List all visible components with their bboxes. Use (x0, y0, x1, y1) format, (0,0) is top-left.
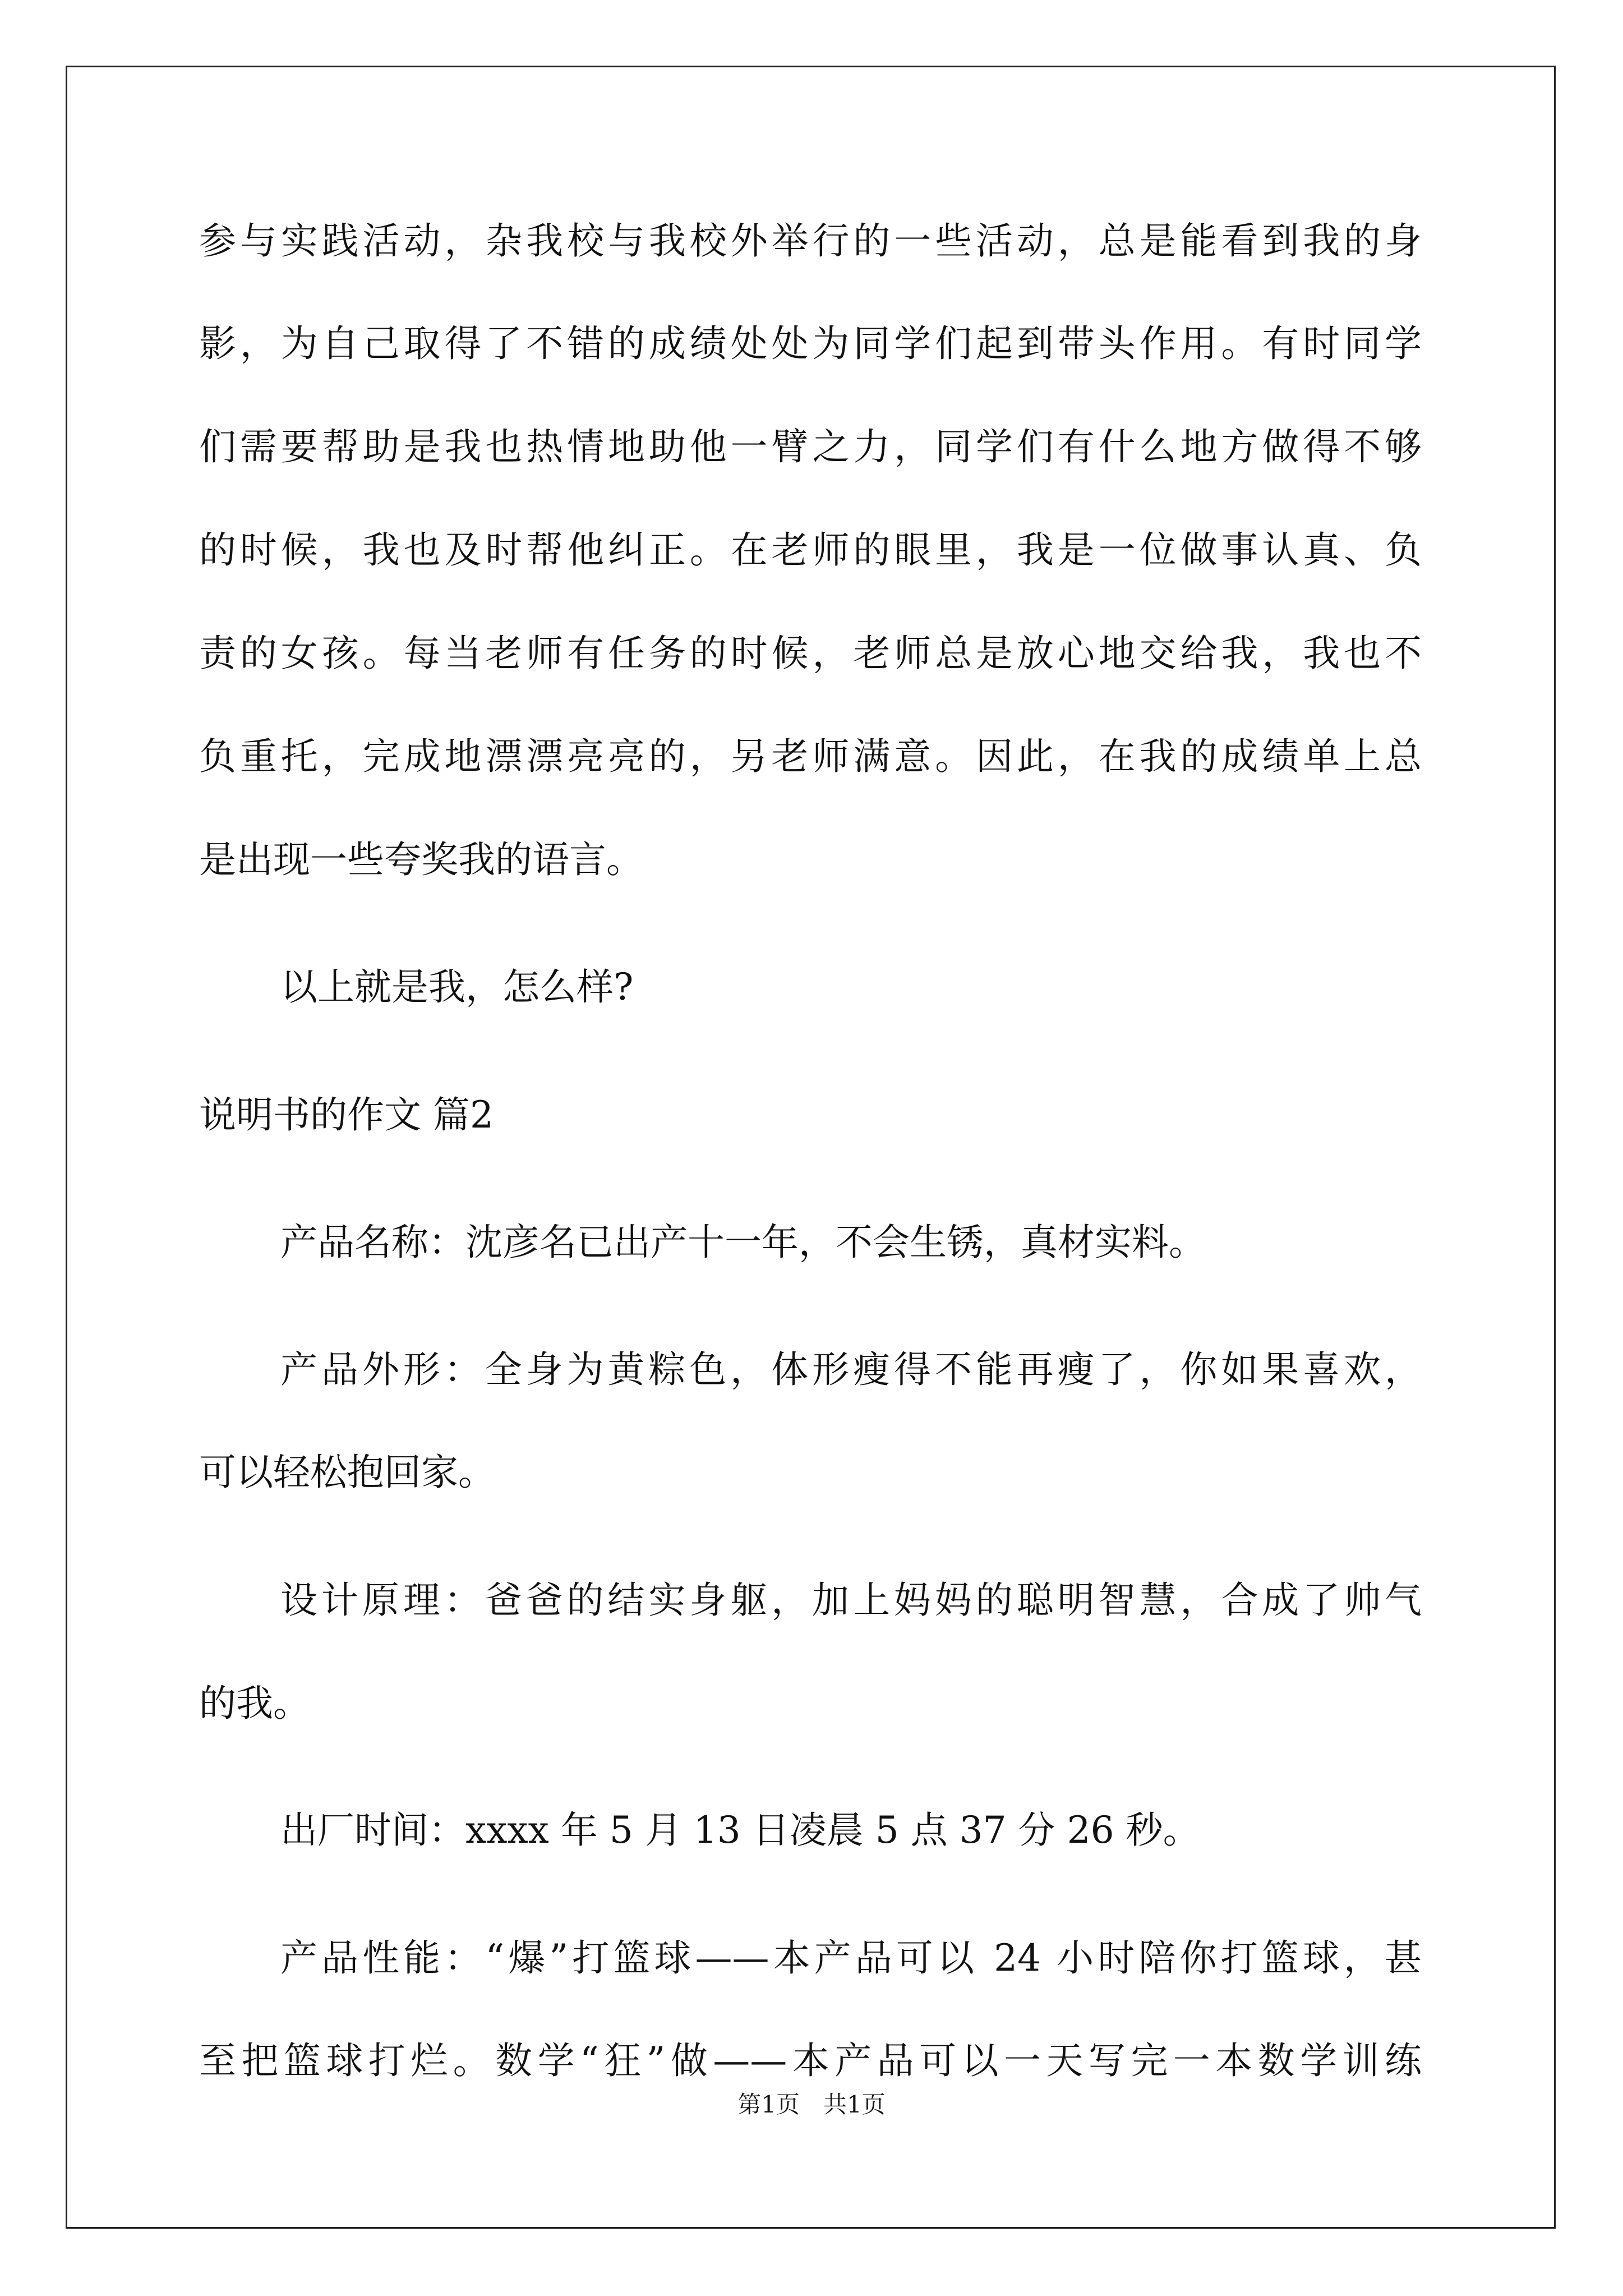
paragraph-line: 产品性能：“爆”打篮球——本产品可以 24 小时陪你打篮球，甚 (280, 1936, 1422, 1980)
page-border (66, 66, 1556, 2229)
paragraph-line: 参与实践活动，杂我校与我校外举行的一些活动，总是能看到我的身 (199, 219, 1422, 263)
paragraph-line: 负重托，完成地漂漂亮亮的，另老师满意。因此，在我的成绩单上总 (199, 735, 1422, 778)
paragraph-line: 可以轻松抱回家。 (199, 1451, 495, 1494)
paragraph-line: 至把篮球打烂。数学“狂”做——本产品可以一天写完一本数学训练 (199, 2039, 1422, 2082)
page-footer: 第1页 共1页 (737, 2091, 886, 2118)
paragraph-line: 的我。 (199, 1682, 310, 1725)
paragraph-line: 以上就是我，怎么样? (280, 965, 634, 1009)
paragraph-line: 产品名称：沈彦名已出产十一年，不会生锈，真材实料。 (280, 1221, 1206, 1264)
paragraph-line: 们需要帮助是我也热情地助他一臂之力，同学们有什么地方做得不够 (199, 425, 1422, 468)
paragraph-line: 产品外形：全身为黄粽色，体形瘦得不能再瘦了，你如果喜欢， (280, 1348, 1422, 1391)
paragraph-line: 是出现一些夸奖我的语言。 (199, 838, 643, 881)
paragraph-line: 责的女孩。每当老师有任务的时候，老师总是放心地交给我，我也不 (199, 632, 1422, 675)
paragraph-line: 设计原理：爸爸的结实身躯，加上妈妈的聪明智慧，合成了帅气 (280, 1579, 1422, 1622)
paragraph-line: 的时候，我也及时帮他纠正。在老师的眼里，我是一位做事认真、负 (199, 528, 1422, 572)
paragraph-line: 影，为自己取得了不错的成绩处处为同学们起到带头作用。有时同学 (199, 322, 1422, 365)
paragraph-line: 出厂时间：xxxx 年 5 月 13 日凌晨 5 点 37 分 26 秒。 (280, 1809, 1200, 1852)
section-heading: 说明书的作文 篇2 (199, 1093, 494, 1137)
